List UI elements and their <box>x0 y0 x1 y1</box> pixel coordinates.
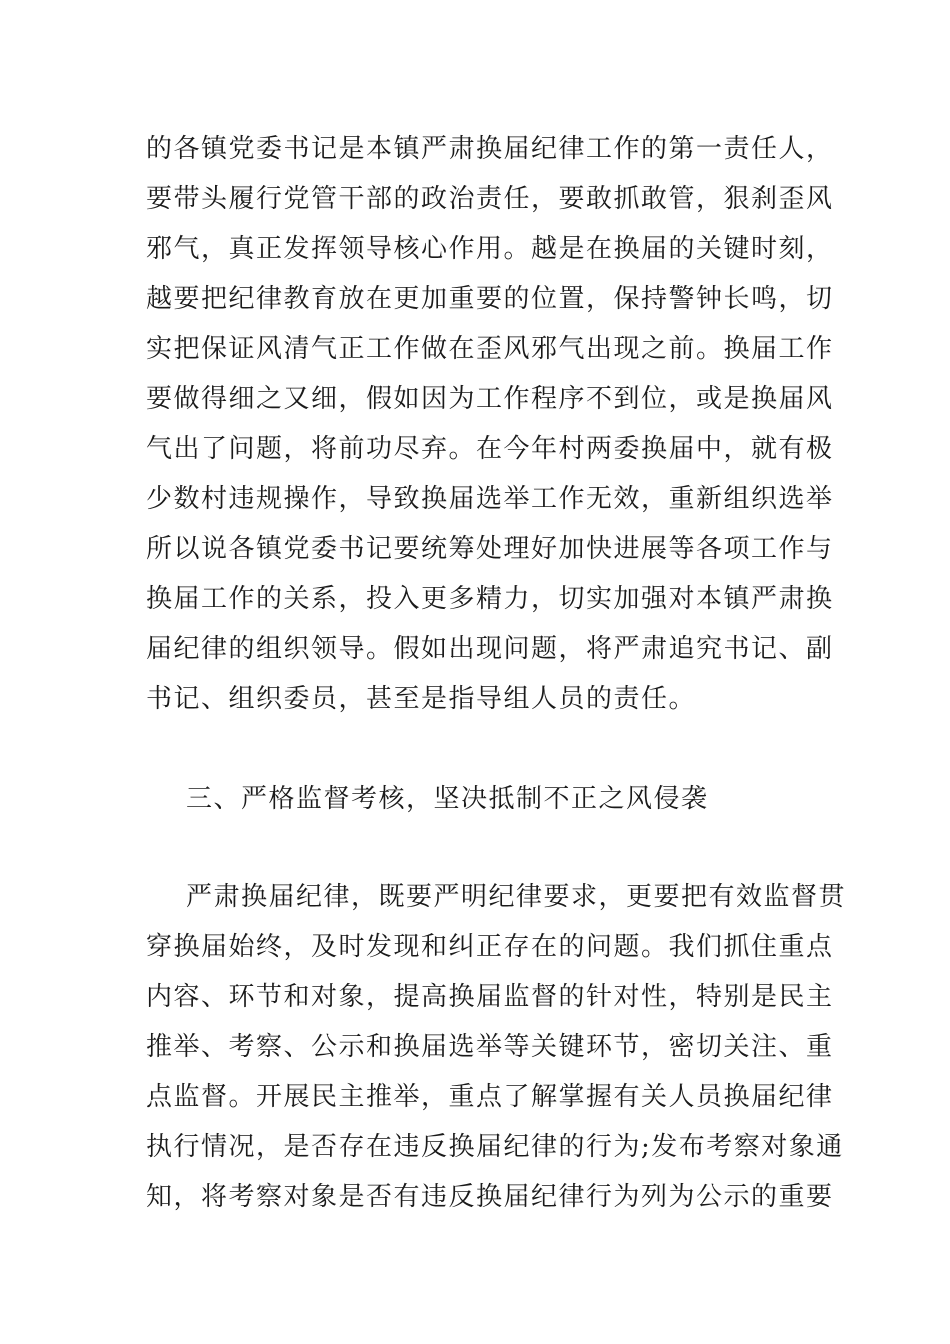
text-line: 知，将考察对象是否有违反换届纪律行为列为公示的重要 <box>146 1182 834 1212</box>
text-line: 所以说各镇党委书记要统筹处理好加快进展等各项工作与 <box>146 534 834 564</box>
text-line: 越要把纪律教育放在更加重要的位置，保持警钟长鸣，切 <box>146 284 834 314</box>
text-line: 实把保证风清气正工作做在歪风邪气出现之前。换届工作 <box>146 334 834 364</box>
text-line: 推举、考察、公示和换届选举等关键环节，密切关注、重 <box>146 1032 834 1062</box>
text-line: 届纪律的组织领导。假如出现问题，将严肃追究书记、副 <box>146 634 834 664</box>
paragraph-continued <box>146 124 834 724</box>
text-line: 换届工作的关系，投入更多精力，切实加强对本镇严肃换 <box>146 584 834 614</box>
text-line: 严肃换届纪律，既要严明纪律要求，更要把有效监督贯 <box>186 882 847 912</box>
text-line: 执行情况，是否存在违反换届纪律的行为;发布考察对象通 <box>146 1132 844 1162</box>
text-line: 要做得细之又细，假如因为工作程序不到位，或是换届风 <box>146 384 834 414</box>
section-heading-block <box>146 774 808 824</box>
section-heading: 三、严格监督考核，坚决抵制不正之风侵袭 <box>186 784 709 814</box>
text-line: 书记、组织委员，甚至是指导组人员的责任。 <box>146 684 697 714</box>
text-line: 的各镇党委书记是本镇严肃换届纪律工作的第一责任人， <box>146 134 834 164</box>
text-line: 少数村违规操作，导致换届选举工作无效，重新组织选举 <box>146 484 834 514</box>
text-line: 要带头履行党管干部的政治责任，要敢抓敢管，狠刹歪风 <box>146 184 834 214</box>
paragraph-2 <box>146 872 847 1222</box>
text-line: 穿换届始终，及时发现和纠正存在的问题。我们抓住重点 <box>146 932 834 962</box>
text-line: 气出了问题，将前功尽弃。在今年村两委换届中，就有极 <box>146 434 834 464</box>
text-line: 点监督。开展民主推举，重点了解掌握有关人员换届纪律 <box>146 1082 834 1112</box>
text-line: 邪气，真正发挥领导核心作用。越是在换届的关键时刻， <box>146 234 834 264</box>
text-line: 内容、环节和对象，提高换届监督的针对性，特别是民主 <box>146 982 834 1012</box>
